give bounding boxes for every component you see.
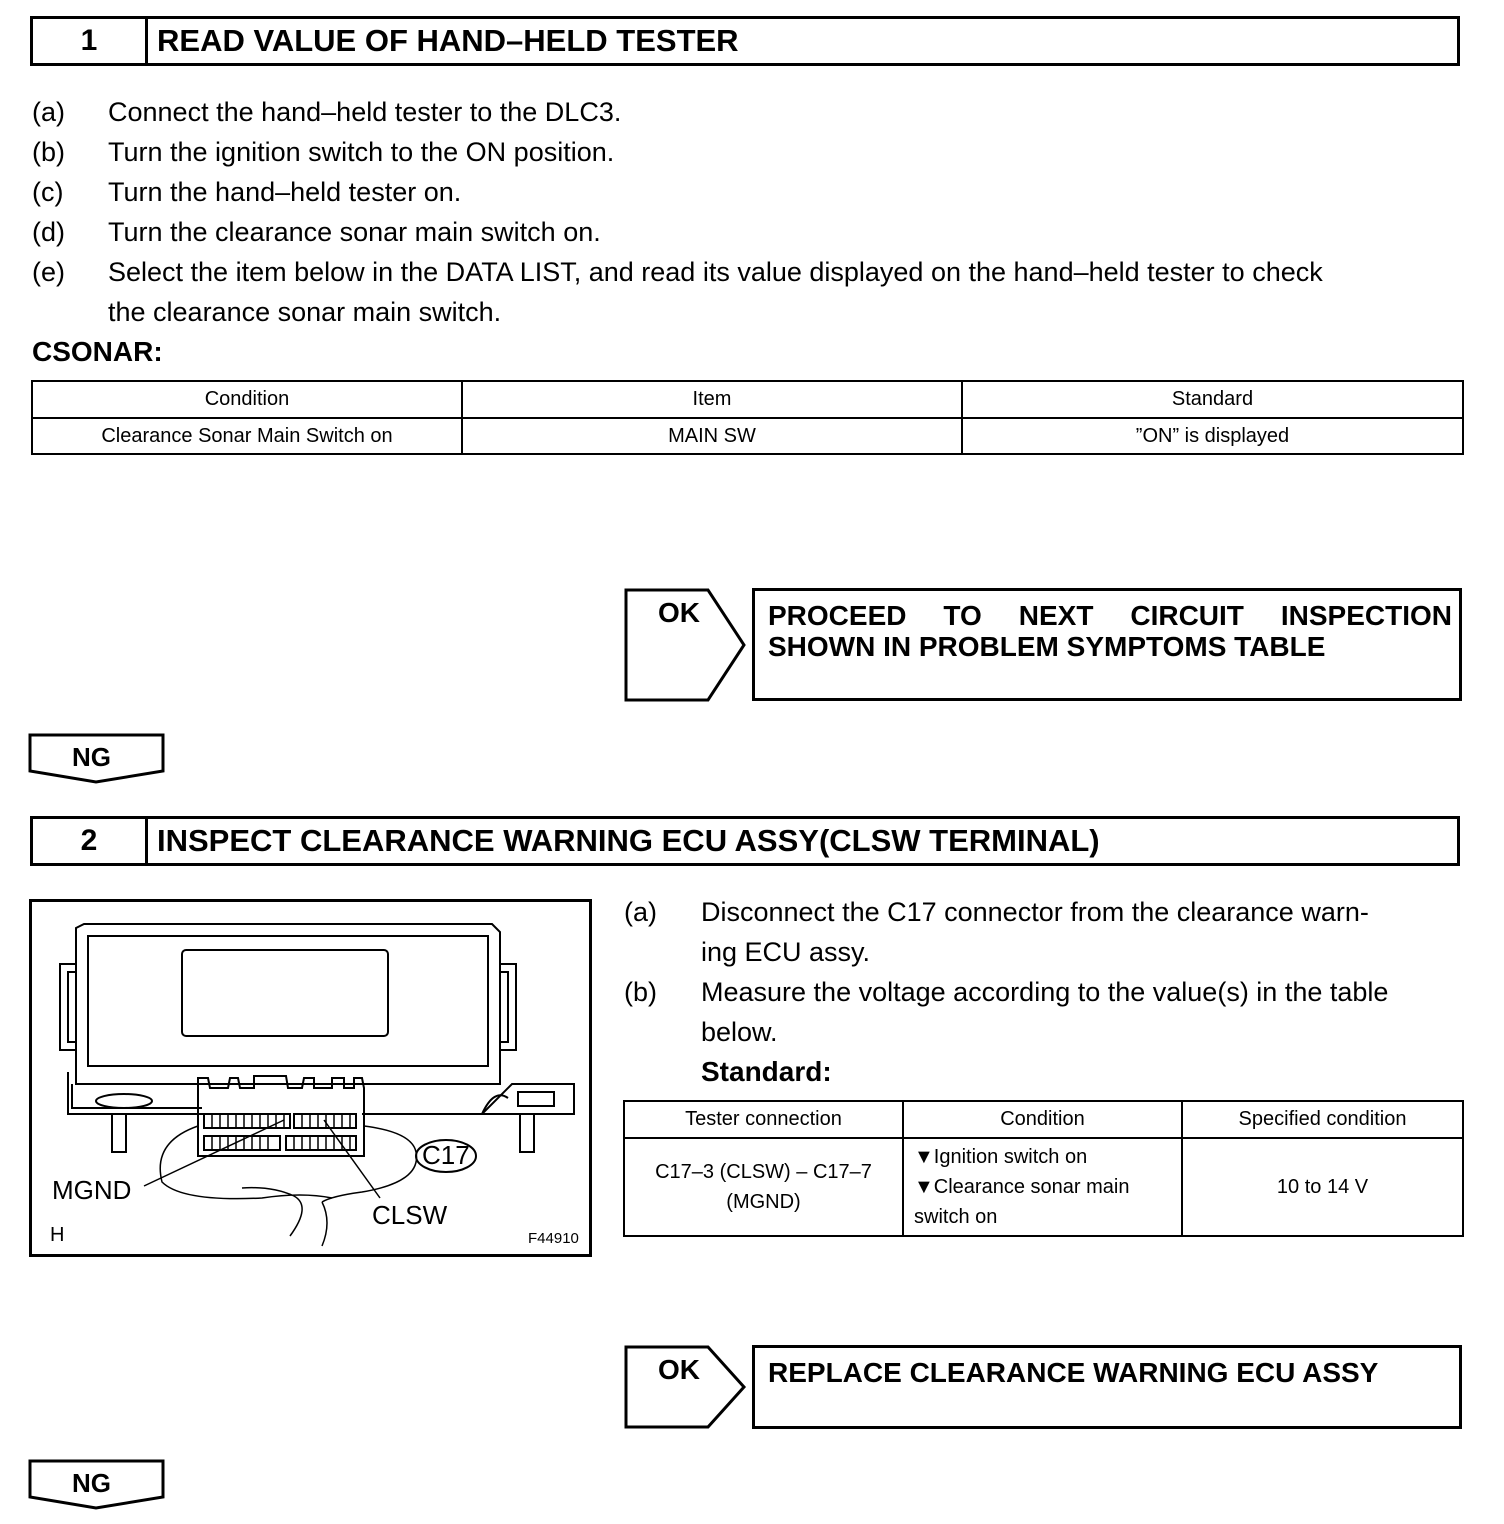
step2-item-a-text-cont: ing ECU assy. (701, 937, 871, 967)
ecu-connector-diagram (29, 899, 592, 1257)
table-cell: ”ON” is displayed (962, 418, 1463, 454)
step2-ok-result: REPLACE CLEARANCE WARNING ECU ASSY (768, 1357, 1379, 1388)
table-header-cell: Item (462, 381, 962, 418)
step1-item-d-label: (d) (32, 217, 65, 247)
step2-header (30, 816, 1460, 866)
step2-number: 2 (33, 819, 148, 863)
tester-connection-line1: C17–3 (CLSW) – C17–7 (655, 1161, 872, 1183)
table-header-cell: Condition (903, 1101, 1182, 1138)
table-header-cell: Condition (32, 381, 462, 418)
step1-item-a-text: Connect the hand–held tester to the DLC3. (108, 97, 622, 127)
step1-ok-label: OK (658, 597, 700, 628)
step1-data-table (31, 380, 1464, 455)
tester-connection-line2: (MGND) (726, 1191, 801, 1213)
step2-item-b-text: Measure the voltage according to the value(s) in the table (701, 977, 1389, 1007)
step1-item-e-text: Select the item below in the DATA LIST, and read its value displayed on the hand–held tester to check (108, 257, 1323, 287)
step1-item-a-label: (a) (32, 97, 65, 127)
step1-number: 1 (33, 19, 148, 63)
step2-item-b-label: (b) (624, 977, 657, 1007)
step2-title: INSPECT CLEARANCE WARNING ECU ASSY(CLSW TERMINAL) (157, 823, 1100, 858)
tester-connection-cell (624, 1138, 903, 1236)
table-header-cell: Specified condition (1182, 1101, 1463, 1138)
table-header-cell: Tester connection (624, 1101, 903, 1138)
clsw-label: CLSW (372, 1200, 448, 1230)
step2-subhead: Standard: (701, 1056, 832, 1087)
step1-item-b-label: (b) (32, 137, 65, 167)
triangle-bullet-icon: ▼ (914, 1176, 934, 1198)
step1-title: READ VALUE OF HAND–HELD TESTER (157, 23, 739, 58)
diagram-corner-code: H (50, 1224, 65, 1246)
table-cell: MAIN SW (462, 418, 962, 454)
step1-item-c-label: (c) (32, 177, 64, 207)
step1-subhead: CSONAR: (32, 336, 163, 367)
step1-ok-result-box (752, 588, 1462, 701)
condition-bullet-2 (914, 1172, 1181, 1202)
step1-header (30, 16, 1460, 66)
step2-item-b-text-cont: below. (701, 1017, 778, 1047)
step1-item-e-label: (e) (32, 257, 65, 287)
step1-ok-result-line1: PROCEED TO NEXT CIRCUIT INSPECTION (768, 600, 1452, 631)
step1-item-c-text: Turn the hand–held tester on. (108, 177, 462, 207)
step1-item-e-text-cont: the clearance sonar main switch. (108, 297, 502, 327)
condition-line2: Clearance sonar main (933, 1176, 1130, 1198)
step2-ok-result-box (752, 1345, 1462, 1429)
c17-connector-label: C17 (422, 1140, 470, 1170)
step2-standard-table (623, 1100, 1464, 1237)
condition-line3: switch on (914, 1206, 998, 1228)
specified-condition-cell: 10 to 14 V (1182, 1138, 1463, 1236)
mgnd-label: MGND (52, 1175, 132, 1205)
step2-ok-label: OK (658, 1354, 700, 1385)
condition-bullet-1 (914, 1142, 1181, 1172)
step2-ng-label: NG (72, 1468, 111, 1498)
step1-item-b-text: Turn the ignition switch to the ON position. (108, 137, 615, 167)
condition-cell (903, 1138, 1182, 1236)
step2-item-a-text: Disconnect the C17 connector from the clearance warn- (701, 897, 1369, 927)
step1-ng-label: NG (72, 742, 111, 772)
table-cell: Clearance Sonar Main Switch on (32, 418, 462, 454)
step2-item-a-label: (a) (624, 897, 657, 927)
figure-id: F44910 (528, 1230, 579, 1247)
step1-ok-result-line2: SHOWN IN PROBLEM SYMPTOMS TABLE (768, 631, 1326, 662)
step1-item-d-text: Turn the clearance sonar main switch on. (108, 217, 601, 247)
table-header-cell: Standard (962, 381, 1463, 418)
triangle-bullet-icon: ▼ (914, 1146, 934, 1168)
condition-line1: Ignition switch on (933, 1146, 1088, 1168)
